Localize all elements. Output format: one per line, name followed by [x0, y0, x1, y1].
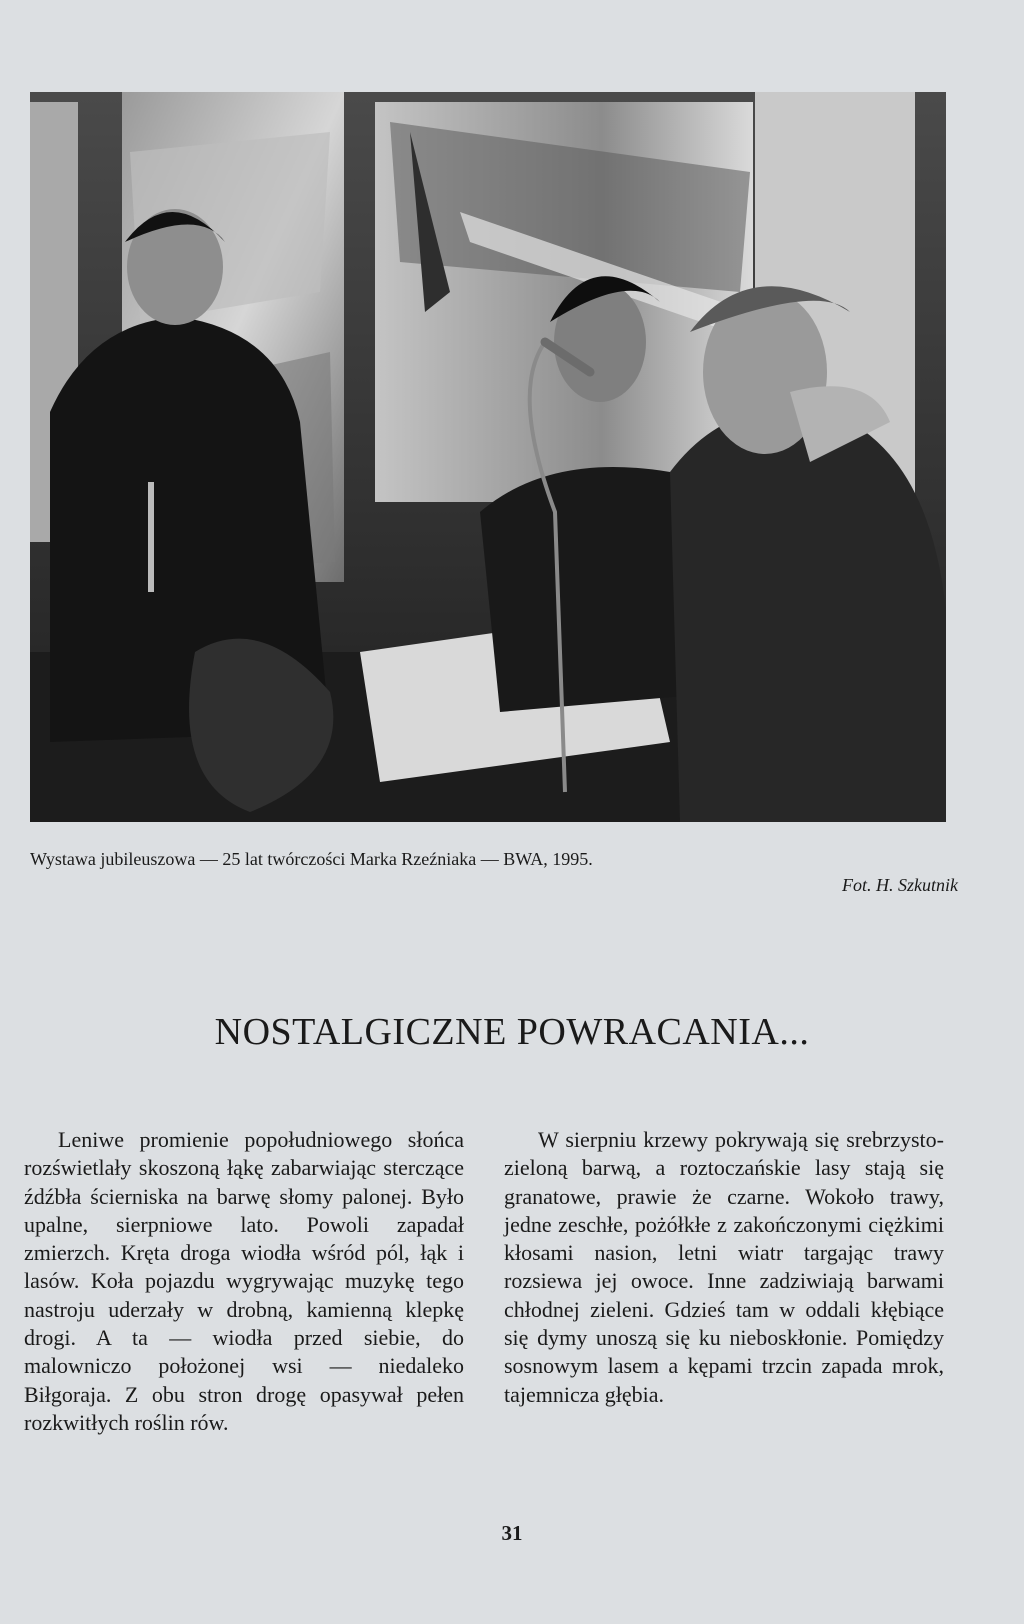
- photo-credit: Fot. H. Szkutnik: [842, 875, 958, 895]
- exhibition-photo: [30, 92, 946, 822]
- paragraph-right: W sierpniu krzewy pokrywają się srebrzysto-zieloną barwą, a roztoczańskie lasy stają się granatowe, prawie że czarne. Wokoło trawy, jedne zeschłe, pożółkłe z zakończonymi ciężkimi kłosami nasion, letni wiatr targając trawy rozsiewa jej owoce. Inne zadziwiają barwami chłodnej zieleni. Gdzieś tam w oddali kłębiące się dymy unoszą się ku nieboskłonie. Pomiędzy sosnowym lasem a kępami trzcin zapada mrok, tajemnicza głębia.: [504, 1127, 944, 1407]
- article-title: NOSTALGICZNE POWRACANIA...: [214, 1011, 810, 1053]
- photo-caption: Wystawa jubileuszowa — 25 lat twórczości Marka Rzeźniaka — BWA, 1995.: [30, 849, 593, 869]
- paragraph-left: Leniwe promienie popołudniowego słońca rozświetlały skoszoną łąkę zabarwiając sterczące źdźbła ścierniska na barwę słomy palonej. Było upalne, sierpniowe lato. Powoli zapadał zmierzch. Kręta droga wiodła wśród pól, łąk i lasów. Koła pojazdu wygrywając muzykę tego nastroju uderzały w drobną, kamienną klepkę drogi. A ta — wiodła przed siebie, do malowniczo położonej wsi — niedaleko Biłgoraja. Z obu stron drogę opasywał pełen rozkwitłych roślin rów.: [24, 1127, 464, 1435]
- exhibition-photo-illustration: [30, 92, 946, 822]
- page-number: 31: [501, 1521, 523, 1545]
- text-column-left: [24, 1126, 464, 1437]
- text-column-right: [504, 1126, 944, 1409]
